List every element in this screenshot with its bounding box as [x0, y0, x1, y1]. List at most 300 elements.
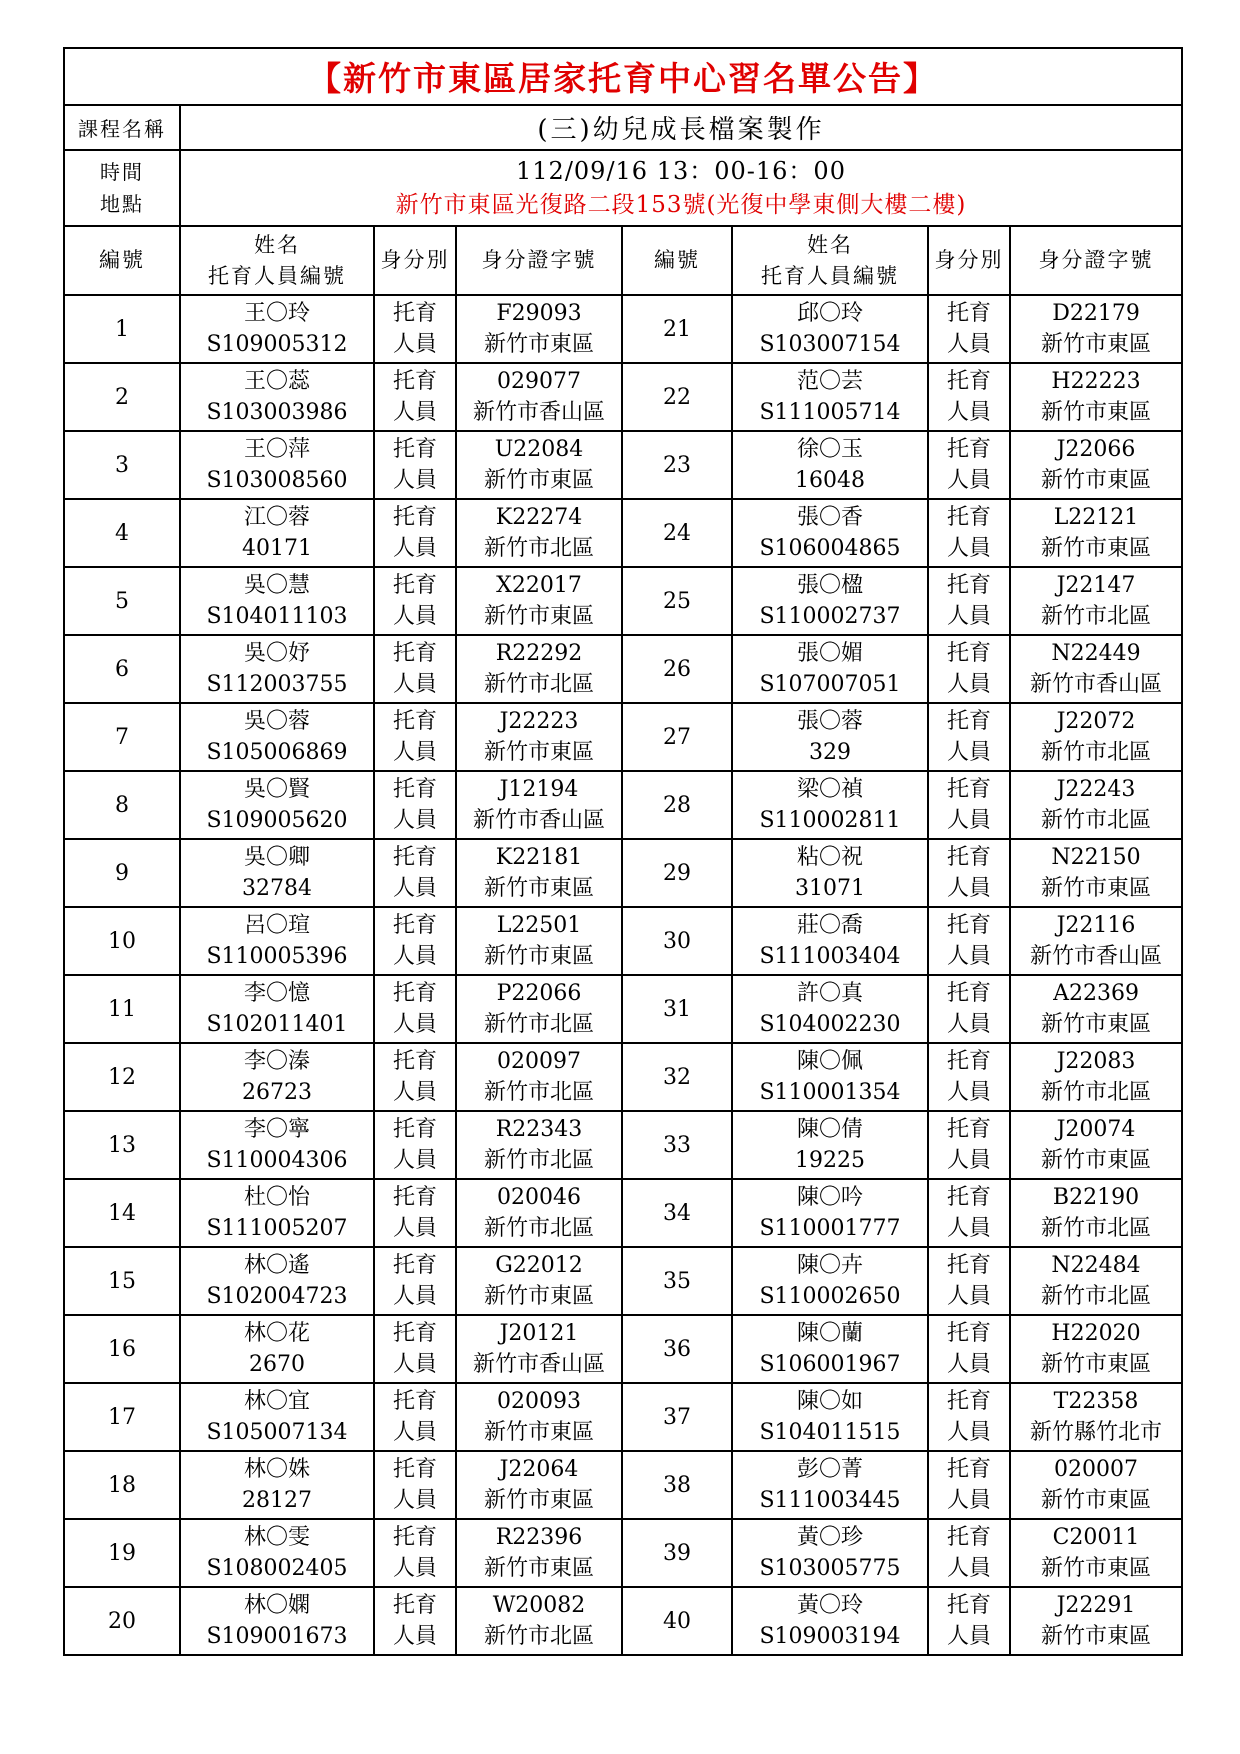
entry-name: 王〇萍	[243, 437, 310, 462]
entry-number: 34	[622, 1179, 732, 1247]
entry-identity-line1: 托育	[946, 845, 991, 870]
entry-name-cell	[732, 1519, 928, 1587]
entry-id-cell	[1010, 703, 1182, 771]
entry-name: 陳〇卉	[796, 1253, 863, 1278]
entry-name: 邱〇玲	[796, 301, 863, 326]
entry-identity-line2: 人員	[946, 1556, 991, 1581]
table-row	[64, 567, 1182, 635]
entry-identity-line2: 人員	[946, 740, 991, 765]
entry-caregiver-code: S103008560	[206, 468, 348, 493]
entry-identity-line1: 托育	[392, 709, 437, 734]
entry-name: 許〇真	[796, 981, 863, 1006]
entry-id-cell	[456, 1587, 622, 1655]
entry-id-cell	[456, 975, 622, 1043]
entry-name: 徐〇玉	[796, 437, 863, 462]
entry-number: 27	[622, 703, 732, 771]
entry-caregiver-code: S105006869	[206, 740, 348, 765]
entry-caregiver-code: S104011103	[206, 604, 348, 629]
entry-id-cell	[456, 499, 622, 567]
entry-district: 新竹市東區	[483, 1488, 594, 1513]
entry-identity-line1: 托育	[946, 1049, 991, 1074]
entry-identity-cell	[374, 1111, 456, 1179]
entry-identity-line1: 托育	[392, 981, 437, 1006]
entry-caregiver-code: 31071	[795, 876, 865, 901]
entry-caregiver-code: S110001354	[759, 1080, 901, 1105]
entry-district: 新竹市北區	[1040, 1080, 1151, 1105]
entry-district: 新竹市北區	[483, 672, 594, 697]
entry-name: 范〇芸	[796, 369, 863, 394]
entry-identity-line1: 托育	[392, 641, 437, 666]
entry-number: 9	[64, 839, 180, 907]
column-header-row	[64, 226, 1182, 295]
entry-district: 新竹市香山區	[1029, 672, 1162, 697]
entry-id-number: K22181	[495, 845, 583, 870]
table-row	[64, 1315, 1182, 1383]
entry-identity-line2: 人員	[946, 1080, 991, 1105]
entry-name-cell	[180, 295, 374, 363]
entry-id-number: T22358	[1053, 1389, 1139, 1414]
entry-id-number: A22369	[1053, 981, 1139, 1006]
entry-identity-line2: 人員	[946, 1012, 991, 1037]
entry-id-number: U22084	[494, 437, 584, 462]
entry-id-cell	[456, 1043, 622, 1111]
entry-number: 17	[64, 1383, 180, 1451]
entry-id-number: J22147	[1056, 573, 1136, 598]
entry-identity-cell	[374, 771, 456, 839]
entry-number: 14	[64, 1179, 180, 1247]
entry-identity-cell	[928, 1451, 1010, 1519]
table-row	[64, 635, 1182, 703]
entry-identity-line1: 托育	[392, 1389, 437, 1414]
entry-name: 王〇玲	[243, 301, 310, 326]
entry-id-cell	[1010, 907, 1182, 975]
entry-district: 新竹市東區	[1040, 468, 1151, 493]
entry-identity-cell	[374, 907, 456, 975]
entry-number: 40	[622, 1587, 732, 1655]
entry-district: 新竹市北區	[483, 1624, 594, 1649]
entry-id-cell	[456, 1519, 622, 1587]
entry-caregiver-code: S109003194	[759, 1624, 901, 1649]
entry-name: 林〇姝	[243, 1457, 310, 1482]
entry-number: 36	[622, 1315, 732, 1383]
entry-name-cell	[180, 1315, 374, 1383]
entry-number: 29	[622, 839, 732, 907]
entry-number: 13	[64, 1111, 180, 1179]
entry-number: 20	[64, 1587, 180, 1655]
entry-id-number: J22223	[499, 709, 579, 734]
header-number: 編號	[64, 226, 180, 295]
entry-district: 新竹市東區	[483, 944, 594, 969]
entry-number: 3	[64, 431, 180, 499]
entry-identity-line2: 人員	[946, 1216, 991, 1241]
entry-identity-line1: 托育	[392, 1321, 437, 1346]
entry-number: 38	[622, 1451, 732, 1519]
time-place-value	[180, 150, 1182, 226]
entry-identity-line2: 人員	[392, 1080, 437, 1105]
entry-identity-line1: 托育	[946, 913, 991, 938]
header-name	[180, 226, 374, 295]
entry-id-cell	[456, 363, 622, 431]
entry-identity-cell	[374, 1247, 456, 1315]
entry-number: 1	[64, 295, 180, 363]
entry-identity-line2: 人員	[392, 1148, 437, 1173]
session-time: 112/09/16 13：00-16：00	[516, 157, 846, 185]
entry-identity-line1: 托育	[946, 1593, 991, 1618]
entry-name: 陳〇如	[796, 1389, 863, 1414]
entry-identity-line2: 人員	[946, 944, 991, 969]
entry-id-number: J22072	[1056, 709, 1136, 734]
entry-id-number: J22291	[1056, 1593, 1136, 1618]
entry-caregiver-code: S102004723	[206, 1284, 348, 1309]
entry-name-cell	[180, 1111, 374, 1179]
entry-identity-line2: 人員	[392, 1488, 437, 1513]
entry-identity-line2: 人員	[946, 1420, 991, 1445]
entry-district: 新竹市東區	[1040, 876, 1151, 901]
entry-number: 6	[64, 635, 180, 703]
entry-id-cell	[1010, 431, 1182, 499]
entry-district: 新竹市東區	[483, 468, 594, 493]
entry-identity-line2: 人員	[946, 808, 991, 833]
entry-id-cell	[456, 1451, 622, 1519]
entry-name-cell	[732, 635, 928, 703]
entry-identity-line2: 人員	[392, 1012, 437, 1037]
entry-identity-line2: 人員	[392, 1284, 437, 1309]
entry-identity-line2: 人員	[392, 1216, 437, 1241]
entry-id-cell	[1010, 1383, 1182, 1451]
entry-id-number: L22121	[1053, 505, 1139, 530]
entry-identity-cell	[374, 635, 456, 703]
entry-id-number: L22501	[496, 913, 582, 938]
header-name-line2: 托育人員編號	[208, 263, 346, 288]
entry-caregiver-code: 2670	[249, 1352, 305, 1377]
entry-identity-line2: 人員	[946, 468, 991, 493]
entry-caregiver-code: 16048	[795, 468, 865, 493]
entry-identity-line1: 托育	[392, 437, 437, 462]
entry-district: 新竹市東區	[1040, 1012, 1151, 1037]
entry-district: 新竹市東區	[1040, 400, 1151, 425]
entry-identity-line1: 托育	[946, 1321, 991, 1346]
entry-district: 新竹市香山區	[472, 808, 605, 833]
entry-number: 19	[64, 1519, 180, 1587]
table-row	[64, 363, 1182, 431]
entry-caregiver-code: S110002737	[759, 604, 901, 629]
entry-identity-line1: 托育	[946, 437, 991, 462]
entry-identity-line1: 托育	[392, 777, 437, 802]
table-row	[64, 499, 1182, 567]
entry-identity-line2: 人員	[392, 740, 437, 765]
entry-identity-line2: 人員	[392, 468, 437, 493]
entry-identity-line1: 托育	[946, 1117, 991, 1142]
entry-identity-cell	[928, 295, 1010, 363]
entry-number: 7	[64, 703, 180, 771]
entry-identity-cell	[374, 1587, 456, 1655]
entry-identity-line2: 人員	[392, 332, 437, 357]
roster-table	[63, 47, 1183, 1656]
entry-id-cell	[1010, 1179, 1182, 1247]
entry-identity-line1: 托育	[946, 505, 991, 530]
entry-id-number: H22020	[1051, 1321, 1141, 1346]
entry-identity-line2: 人員	[392, 944, 437, 969]
entry-name: 張〇楹	[796, 573, 863, 598]
entry-district: 新竹市東區	[1040, 332, 1151, 357]
entry-identity-line2: 人員	[392, 1420, 437, 1445]
entry-id-number: N22150	[1051, 845, 1141, 870]
entry-caregiver-code: S110002650	[759, 1284, 901, 1309]
entry-district: 新竹市東區	[483, 740, 594, 765]
entry-name-cell	[180, 363, 374, 431]
entry-number: 39	[622, 1519, 732, 1587]
entry-name: 王〇蕊	[243, 369, 310, 394]
entry-id-cell	[456, 771, 622, 839]
entry-identity-line2: 人員	[392, 876, 437, 901]
entry-caregiver-code: S108002405	[206, 1556, 348, 1581]
entry-name-cell	[180, 703, 374, 771]
entry-name-cell	[180, 975, 374, 1043]
entry-identity-cell	[374, 1179, 456, 1247]
table-row	[64, 1451, 1182, 1519]
entry-id-cell	[1010, 1247, 1182, 1315]
entry-identity-line1: 托育	[392, 1525, 437, 1550]
entry-district: 新竹市東區	[483, 876, 594, 901]
entry-name-cell	[732, 1247, 928, 1315]
table-row	[64, 1179, 1182, 1247]
entry-district: 新竹市北區	[1040, 1284, 1151, 1309]
entry-id-cell	[456, 1383, 622, 1451]
entry-name: 林〇遙	[243, 1253, 310, 1278]
entry-district: 新竹市北區	[483, 1080, 594, 1105]
entry-id-number: J20074	[1056, 1117, 1136, 1142]
entry-district: 新竹市東區	[483, 1420, 594, 1445]
entry-identity-cell	[928, 499, 1010, 567]
entry-identity-cell	[374, 1043, 456, 1111]
entry-name-cell	[732, 907, 928, 975]
entry-id-number: J22243	[1056, 777, 1136, 802]
entry-district: 新竹市北區	[1040, 604, 1151, 629]
entry-caregiver-code: S102011401	[206, 1012, 348, 1037]
entry-identity-cell	[928, 1179, 1010, 1247]
entry-identity-cell	[374, 975, 456, 1043]
entry-identity-line2: 人員	[946, 536, 991, 561]
entry-name: 陳〇佩	[796, 1049, 863, 1074]
entry-name-cell	[732, 499, 928, 567]
entry-identity-cell	[928, 431, 1010, 499]
entry-district: 新竹市北區	[1040, 808, 1151, 833]
entry-caregiver-code: 32784	[242, 876, 312, 901]
entry-identity-line1: 托育	[392, 505, 437, 530]
entry-caregiver-code: S105007134	[206, 1420, 348, 1445]
session-place: 新竹市東區光復路二段153號(光復中學東側大樓二樓)	[395, 192, 967, 218]
entry-identity-cell	[928, 1587, 1010, 1655]
entry-name-cell	[180, 635, 374, 703]
entry-district: 新竹市東區	[1040, 1488, 1151, 1513]
entry-id-number: X22017	[496, 573, 582, 598]
entry-identity-line1: 托育	[392, 913, 437, 938]
entry-number: 24	[622, 499, 732, 567]
entry-name: 陳〇倩	[796, 1117, 863, 1142]
entry-id-number: 029077	[497, 369, 581, 394]
entry-name: 呂〇瑄	[243, 913, 310, 938]
table-row	[64, 1111, 1182, 1179]
entry-identity-cell	[374, 1315, 456, 1383]
entry-district: 新竹市東區	[483, 332, 594, 357]
entry-identity-cell	[928, 1383, 1010, 1451]
entry-id-number: N22449	[1051, 641, 1141, 666]
entry-caregiver-code: S111005207	[206, 1216, 348, 1241]
entry-identity-cell	[928, 1519, 1010, 1587]
entry-id-number: W20082	[492, 1593, 586, 1618]
table-row	[64, 839, 1182, 907]
entry-district: 新竹市東區	[1040, 1352, 1151, 1377]
entry-identity-line2: 人員	[392, 808, 437, 833]
entry-identity-cell	[928, 635, 1010, 703]
entry-name: 江〇蓉	[243, 505, 310, 530]
entry-identity-cell	[374, 295, 456, 363]
entry-id-number: J22066	[1056, 437, 1136, 462]
entry-name-cell	[732, 1587, 928, 1655]
entry-identity-line1: 托育	[392, 1593, 437, 1618]
entry-identity-line1: 托育	[946, 1253, 991, 1278]
entry-id-number: H22223	[1051, 369, 1141, 394]
entry-identity-cell	[374, 839, 456, 907]
entry-caregiver-code: S104011515	[759, 1420, 901, 1445]
entry-name: 張〇蓉	[796, 709, 863, 734]
table-row	[64, 1247, 1182, 1315]
entry-name-cell	[180, 1179, 374, 1247]
entry-id-number: C20011	[1052, 1525, 1140, 1550]
entry-name: 梁〇禎	[796, 777, 863, 802]
entry-name: 林〇花	[243, 1321, 310, 1346]
entry-identity-line1: 托育	[392, 1117, 437, 1142]
entry-identity-cell	[928, 1247, 1010, 1315]
entry-name-cell	[180, 907, 374, 975]
entry-number: 15	[64, 1247, 180, 1315]
entry-id-number: J12194	[499, 777, 579, 802]
entry-caregiver-code: 329	[809, 740, 851, 765]
entry-id-cell	[1010, 1043, 1182, 1111]
entry-name: 陳〇蘭	[796, 1321, 863, 1346]
entry-name-cell	[180, 1519, 374, 1587]
entry-identity-cell	[928, 567, 1010, 635]
entry-caregiver-code: S111003445	[759, 1488, 901, 1513]
entry-caregiver-code: S103007154	[759, 332, 901, 357]
entry-id-number: B22190	[1052, 1185, 1140, 1210]
entry-name: 杜〇怡	[243, 1185, 310, 1210]
entry-identity-line2: 人員	[392, 1556, 437, 1581]
entry-identity-line1: 托育	[392, 845, 437, 870]
entry-identity-cell	[928, 771, 1010, 839]
entry-identity-line1: 托育	[946, 369, 991, 394]
entry-district: 新竹市香山區	[472, 400, 605, 425]
table-row	[64, 1519, 1182, 1587]
entry-id-cell	[1010, 1451, 1182, 1519]
header-identity: 身分別	[374, 226, 456, 295]
entry-identity-line2: 人員	[392, 1352, 437, 1377]
entry-number: 8	[64, 771, 180, 839]
entry-name-cell	[180, 431, 374, 499]
entry-name: 吳〇妤	[243, 641, 310, 666]
table-row	[64, 771, 1182, 839]
entry-id-number: R22292	[495, 641, 583, 666]
page-title: 【新竹市東區居家托育中心習名單公告】	[64, 48, 1182, 105]
entry-id-cell	[1010, 635, 1182, 703]
entry-id-cell	[456, 703, 622, 771]
entry-number: 5	[64, 567, 180, 635]
header-name-line1: 姓名	[254, 232, 300, 257]
entry-number: 35	[622, 1247, 732, 1315]
entry-id-cell	[1010, 295, 1182, 363]
entry-name-cell	[732, 975, 928, 1043]
entry-name-cell	[732, 703, 928, 771]
entry-number: 30	[622, 907, 732, 975]
entry-id-cell	[456, 1247, 622, 1315]
entry-district: 新竹市東區	[483, 1556, 594, 1581]
entry-identity-line2: 人員	[946, 1488, 991, 1513]
entry-id-number: 020046	[497, 1185, 581, 1210]
entry-name-cell	[732, 839, 928, 907]
entry-district: 新竹市東區	[483, 1284, 594, 1309]
entry-caregiver-code: S103003986	[206, 400, 348, 425]
entry-name-cell	[732, 431, 928, 499]
entry-caregiver-code: S107007051	[759, 672, 901, 697]
entry-identity-cell	[928, 975, 1010, 1043]
entry-name: 吳〇慧	[243, 573, 310, 598]
entry-identity-cell	[928, 363, 1010, 431]
entry-identity-line1: 托育	[946, 573, 991, 598]
entry-identity-line1: 托育	[946, 777, 991, 802]
entry-name: 黃〇玲	[796, 1593, 863, 1618]
entry-name-cell	[732, 1383, 928, 1451]
entry-identity-cell	[928, 1043, 1010, 1111]
entry-id-cell	[456, 635, 622, 703]
entry-identity-line1: 托育	[946, 1525, 991, 1550]
entry-name-cell	[180, 1043, 374, 1111]
entry-id-cell	[456, 431, 622, 499]
entry-identity-line1: 托育	[392, 301, 437, 326]
entry-name-cell	[732, 295, 928, 363]
entry-id-number: D22179	[1052, 301, 1140, 326]
entry-identity-line1: 托育	[946, 709, 991, 734]
entry-identity-line2: 人員	[392, 604, 437, 629]
entry-id-number: P22066	[496, 981, 582, 1006]
entry-name-cell	[732, 567, 928, 635]
entry-number: 12	[64, 1043, 180, 1111]
entry-name-cell	[180, 1383, 374, 1451]
entry-district: 新竹市北區	[483, 1148, 594, 1173]
table-row	[64, 431, 1182, 499]
entry-district: 新竹市東區	[1040, 1624, 1151, 1649]
entry-name: 林〇雯	[243, 1525, 310, 1550]
entry-identity-line2: 人員	[946, 672, 991, 697]
entry-caregiver-code: S111005714	[759, 400, 901, 425]
entry-name-cell	[732, 1043, 928, 1111]
header-name-line2: 托育人員編號	[761, 263, 899, 288]
entry-name-cell	[732, 1179, 928, 1247]
entry-name-cell	[180, 499, 374, 567]
entry-identity-line1: 托育	[946, 1389, 991, 1414]
entry-id-cell	[1010, 363, 1182, 431]
table-row	[64, 975, 1182, 1043]
entry-caregiver-code: S106001967	[759, 1352, 901, 1377]
entry-number: 23	[622, 431, 732, 499]
table-row	[64, 1043, 1182, 1111]
entry-id-number: G22012	[495, 1253, 583, 1278]
entry-name-cell	[180, 1247, 374, 1315]
entry-name: 李〇憶	[243, 981, 310, 1006]
entry-name-cell	[180, 839, 374, 907]
entry-identity-line1: 托育	[392, 1185, 437, 1210]
entry-id-cell	[456, 1315, 622, 1383]
entry-id-number: R22343	[495, 1117, 583, 1142]
